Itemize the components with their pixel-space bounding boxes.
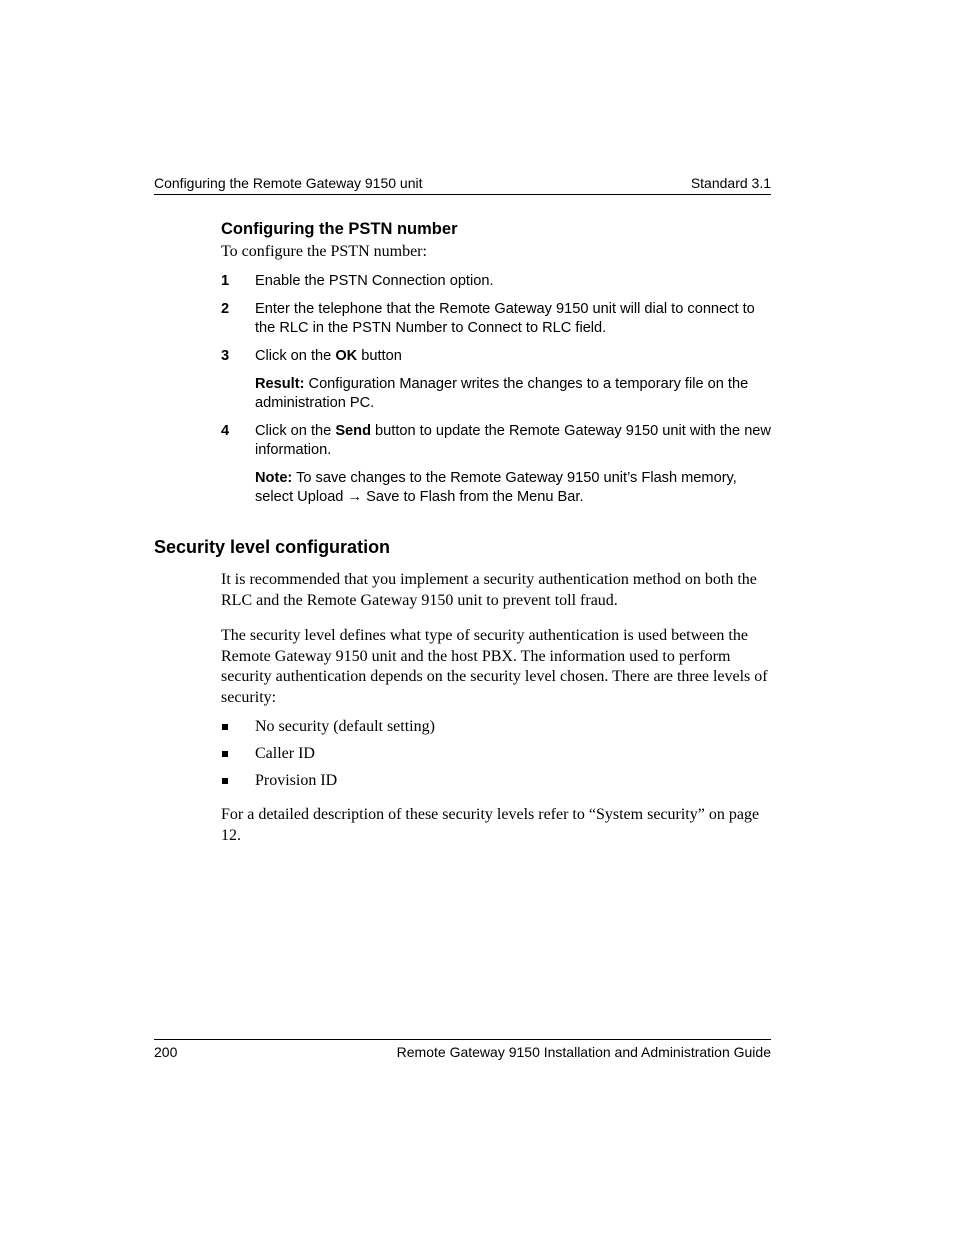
step-number: 1 (221, 273, 230, 289)
bullet-icon (222, 751, 228, 757)
bullet-icon (222, 724, 228, 730)
step-text: Click on the OK button (255, 348, 402, 364)
step-number: 2 (221, 301, 230, 317)
page-footer (154, 1039, 771, 1061)
list-item: No security (default setting) (221, 717, 435, 737)
footer-title: Remote Gateway 9150 Installation and Administration Guide (396, 1044, 771, 1060)
step-text: Enable the PSTN Connection option. (255, 273, 494, 289)
result-text: Configuration Manager writes the changes to a temporary file on the administration PC. (255, 376, 749, 411)
step-2 (221, 300, 771, 338)
step-number: 3 (221, 348, 230, 364)
step-text: Click on the Send button to update the Remote Gateway 9150 unit with the new information. (255, 423, 771, 458)
header-section-title: Configuring the Remote Gateway 9150 unit (154, 175, 423, 191)
security-para-1: It is recommended that you implement a security authentication method on both the RLC and the Remote Gateway 9150 unit to prevent toll fraud. (221, 571, 757, 609)
note-label: Note: (255, 470, 293, 486)
list-item: Caller ID (221, 744, 315, 764)
step-text: Enter the telephone that the Remote Gateway 9150 unit will dial to connect to the RLC in the PSTN Number to Connect to RLC field. (255, 301, 755, 336)
page-number: 200 (154, 1044, 178, 1060)
step-3-result (221, 375, 771, 413)
security-heading: Security level configuration (154, 537, 391, 557)
step-3 (221, 347, 771, 366)
page-header (154, 175, 771, 195)
pstn-intro: To configure the PSTN number: (221, 243, 427, 260)
security-para-3: For a detailed description of these security levels refer to “System security” on page 12. (221, 806, 760, 844)
pstn-heading: Configuring the PSTN number (221, 220, 458, 238)
step-4 (221, 422, 771, 460)
header-standard: Standard 3.1 (690, 175, 771, 191)
note-text: To save changes to the Remote Gateway 9150 unit’s Flash memory, select Upload → Save to Flash from the Menu Bar. (255, 470, 737, 505)
ok-label: OK (335, 348, 358, 364)
send-label: Send (335, 423, 371, 439)
security-para-2: The security level defines what type of security authentication is used between the Remote Gateway 9150 unit and the host PBX. The information used to perform security authentication depends on the security level chosen. There are three levels of security: (221, 627, 768, 706)
list-item: Provision ID (221, 771, 337, 791)
step-1 (221, 272, 771, 291)
bullet-icon (222, 778, 228, 784)
result-label: Result: (255, 376, 305, 392)
step-number: 4 (221, 423, 230, 439)
step-4-note (221, 469, 771, 507)
